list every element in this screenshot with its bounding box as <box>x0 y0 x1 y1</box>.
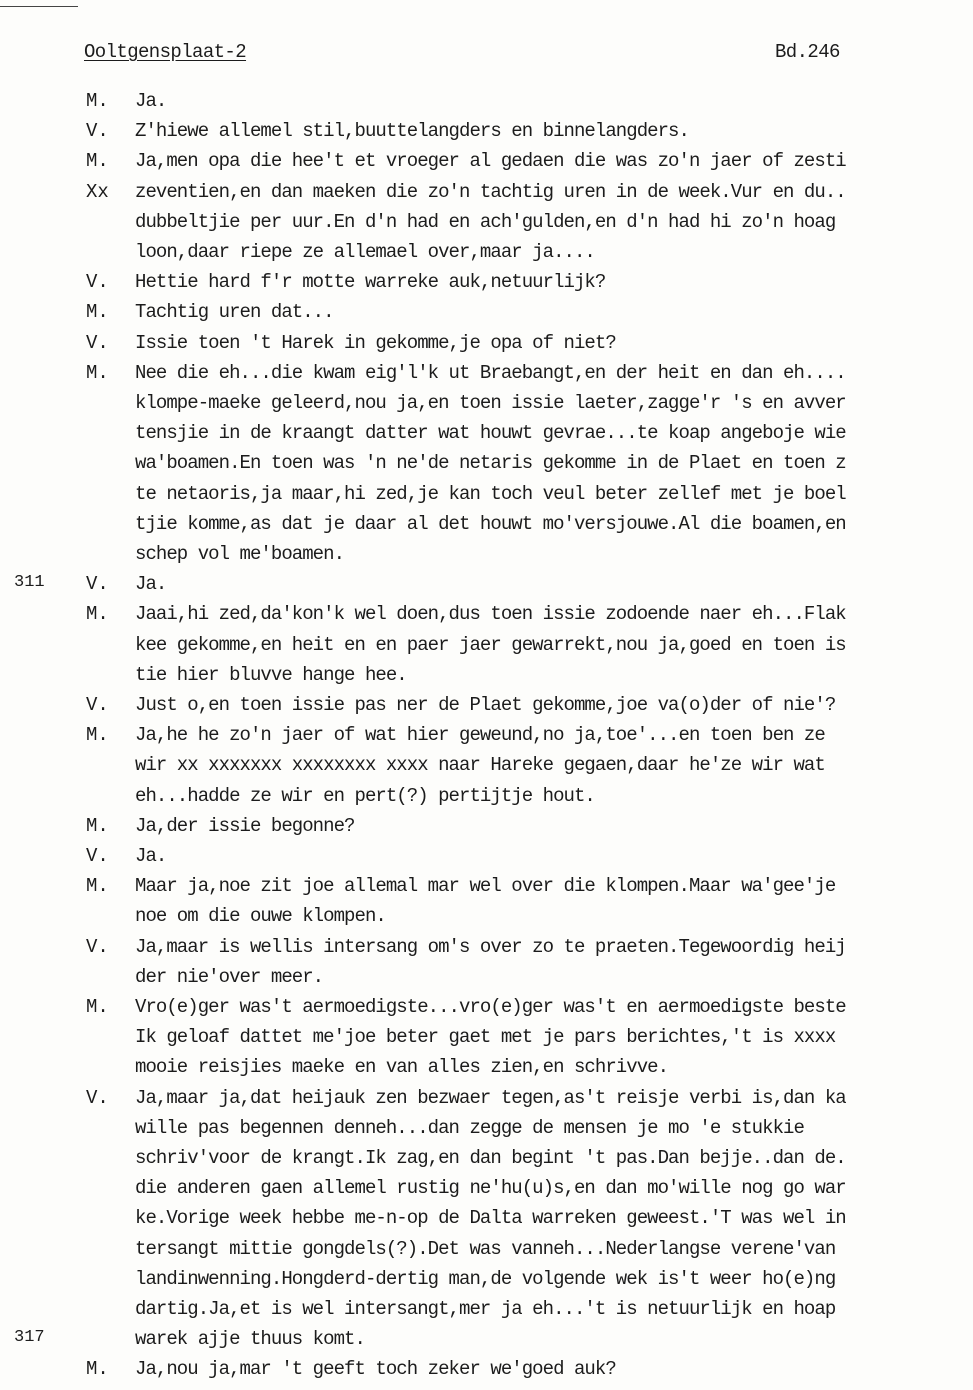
line-text: Ik geloaf dattet me'joe beter gaet met je pars berichtes,'t is xxxx <box>135 1026 836 1049</box>
transcript-line <box>0 150 973 180</box>
line-text: ke.Vorige week hebbe me-n-op de Dalta warreken geweest.'T was wel in <box>135 1207 846 1230</box>
transcript-line <box>0 1268 973 1298</box>
transcript-line <box>0 90 973 120</box>
line-text: Ja. <box>135 845 167 867</box>
speaker-label: V. <box>86 694 109 716</box>
line-text: die anderen gaen allemel rustig ne'hu(u)s,en dan mo'wille nog go war <box>135 1177 846 1200</box>
transcript-line <box>0 905 973 935</box>
transcript-line <box>0 422 973 452</box>
transcript-line <box>0 1117 973 1147</box>
speaker-label: V. <box>86 1086 109 1109</box>
transcript-line <box>0 301 973 331</box>
line-text: zeventien,en dan maeken die zo'n tachtig uren in de week.Vur en du.. <box>135 180 846 203</box>
transcript-line <box>0 543 973 573</box>
speaker-label: V. <box>86 845 109 867</box>
transcript-line <box>0 1298 973 1328</box>
transcript-line <box>0 513 973 543</box>
line-text: Nee die eh...die kwam eig'l'k ut Braebangt,en der heit en dan eh.... <box>135 361 846 384</box>
transcript-line <box>0 966 973 996</box>
speaker-label: M. <box>86 1358 109 1381</box>
line-text: warek ajje thuus komt. <box>135 1328 365 1351</box>
transcript-line <box>0 1087 973 1117</box>
transcript-line <box>0 603 973 633</box>
line-text: wir xx xxxxxxx xxxxxxxx xxxx naar Hareke gegaen,daar he'ze wir wat <box>135 754 825 777</box>
speaker-label: V. <box>86 271 109 294</box>
speaker-label: V. <box>86 935 109 958</box>
transcript-line <box>0 664 973 694</box>
line-text: Ja. <box>135 90 167 112</box>
transcript-line <box>0 996 973 1026</box>
speaker-label: M. <box>86 150 109 173</box>
line-text: klompe-maeke geleerd,nou ja,en toen issie laeter,zagge'r 's en avver <box>135 392 846 414</box>
line-text: Jaai,hi zed,da'kon'k wel doen,dus toen issie zodoende naer eh...Flak <box>135 603 846 626</box>
line-text: dubbeltjie per uur.En d'n had en ach'gulden,en d'n had hi zo'n hoag <box>135 210 836 233</box>
speaker-label: V. <box>86 331 109 354</box>
margin-number: 311 <box>14 573 45 593</box>
line-text: loon,daar riepe ze allemael over,maar ja.... <box>135 241 595 263</box>
transcript-line <box>0 1238 973 1268</box>
line-text: tjie komme,as dat je daar al det houwt mo'versjouwe.Al die boamen,en <box>135 512 846 535</box>
line-text: Issie toen 't Harek in gekomme,je opa of niet? <box>135 331 616 354</box>
transcript-line <box>0 241 973 271</box>
transcript-line <box>0 1056 973 1086</box>
line-text: tie hier bluvve hange hee. <box>135 663 407 686</box>
line-text: Z'hiewe allemel stil,buuttelangders en binnelangders. <box>135 120 689 143</box>
transcript-line <box>0 724 973 754</box>
transcript-line <box>0 1207 973 1237</box>
speaker-label: V. <box>86 120 109 143</box>
line-text: Ja,men opa die hee't et vroeger al gedaen die was zo'n jaer of zesti <box>135 150 846 173</box>
document-title: Ooltgensplaat-2 <box>84 41 247 63</box>
transcript-line <box>0 483 973 513</box>
speaker-label: M. <box>86 301 109 324</box>
top-rule <box>0 6 78 7</box>
line-text: kee gekomme,en heit en en paer jaer gewarrekt,nou ja,goed en toen is <box>135 633 846 656</box>
transcript-line <box>0 1328 973 1358</box>
line-text: Ja,nou ja,mar 't geeft toch zeker we'goed auk? <box>135 1358 616 1381</box>
speaker-label: V. <box>86 573 109 596</box>
transcript-line <box>0 332 973 362</box>
speaker-label: M. <box>86 814 109 837</box>
speaker-label: M. <box>86 724 109 747</box>
transcript-line <box>0 845 973 875</box>
document-reference: Bd.246 <box>775 41 840 63</box>
transcript-line <box>0 694 973 724</box>
speaker-label: Xx <box>86 180 109 203</box>
transcript-line <box>0 785 973 815</box>
line-text: Ja,maar ja,dat heijauk zen bezwaer tegen,as't reisje verbi is,dan ka <box>135 1086 846 1109</box>
transcript-line <box>0 120 973 150</box>
transcript-line <box>0 181 973 211</box>
line-text: te netaoris,ja maar,hi zed,je kan toch veul beter zellef met je boel <box>135 482 846 505</box>
speaker-label: M. <box>86 603 109 626</box>
transcript-line <box>0 1177 973 1207</box>
line-text: Vro(e)ger was't aermoedigste...vro(e)ger was't en aermoedigste beste <box>135 996 846 1018</box>
line-text: Tachtig uren dat... <box>135 301 334 324</box>
line-text: Maar ja,noe zit joe allemal mar wel over die klompen.Maar wa'gee'je <box>135 875 836 898</box>
transcript-line <box>0 211 973 241</box>
margin-number: 317 <box>14 1328 45 1348</box>
line-text: eh...hadde ze wir en pert(?) pertijtje hout. <box>135 784 595 807</box>
transcript-line <box>0 754 973 784</box>
line-text: noe om die ouwe klompen. <box>135 905 386 928</box>
transcript-line <box>0 875 973 905</box>
line-text: Just o,en toen issie pas ner de Plaet gekomme,joe va(o)der of nie'? <box>135 694 836 716</box>
transcript-line <box>0 815 973 845</box>
line-text: schriv'voor de krangt.Ik zag,en dan begint 't pas.Dan bejje..dan de. <box>135 1147 846 1169</box>
line-text: landinwenning.Hongderd-dertig man,de volgende wek is't weer ho(e)ng <box>135 1267 836 1290</box>
transcript-line <box>0 936 973 966</box>
speaker-label: M. <box>86 875 109 898</box>
transcript-line <box>0 1147 973 1177</box>
line-text: Ja,der issie begonne? <box>135 814 355 837</box>
transcript-line <box>0 362 973 392</box>
line-text: tersangt mittie gongdels(?).Det was vanneh...Nederlangse verene'van <box>135 1237 836 1260</box>
line-text: dartig.Ja,et is wel intersangt,mer ja eh...'t is netuurlijk en hoap <box>135 1298 836 1320</box>
transcript-line <box>0 634 973 664</box>
transcript-line <box>0 271 973 301</box>
transcript-line <box>0 392 973 422</box>
transcript-line <box>0 573 973 603</box>
transcript-line <box>0 1026 973 1056</box>
line-text: Ja. <box>135 573 167 596</box>
speaker-label: M. <box>86 90 109 112</box>
line-text: wa'boamen.En toen was 'n ne'de netaris gekomme in de Plaet en toen z <box>135 452 846 475</box>
speaker-label: M. <box>86 361 109 384</box>
line-text: Ja,maar is wellis intersang om's over zo te praeten.Tegewoordig heij <box>135 935 846 958</box>
transcript-line <box>0 1358 973 1388</box>
line-text: der nie'over meer. <box>135 965 324 988</box>
line-text: mooie reisjies maeke en van alles zien,en schrivve. <box>135 1056 669 1079</box>
transcript-line <box>0 452 973 482</box>
speaker-label: M. <box>86 996 109 1018</box>
line-text: schep vol me'boamen. <box>135 543 345 565</box>
line-text: wille pas begennen denneh...dan zegge de mensen je mo 'e stukkie <box>135 1116 804 1139</box>
line-text: tensjie in de kraangt datter wat houwt gevrae...te koap angeboje wie <box>135 422 846 445</box>
line-text: Ja,he he zo'n jaer of wat hier geweund,no ja,toe'...en toen ben ze <box>135 724 825 747</box>
line-text: Hettie hard f'r motte warreke auk,netuurlijk? <box>135 271 606 294</box>
